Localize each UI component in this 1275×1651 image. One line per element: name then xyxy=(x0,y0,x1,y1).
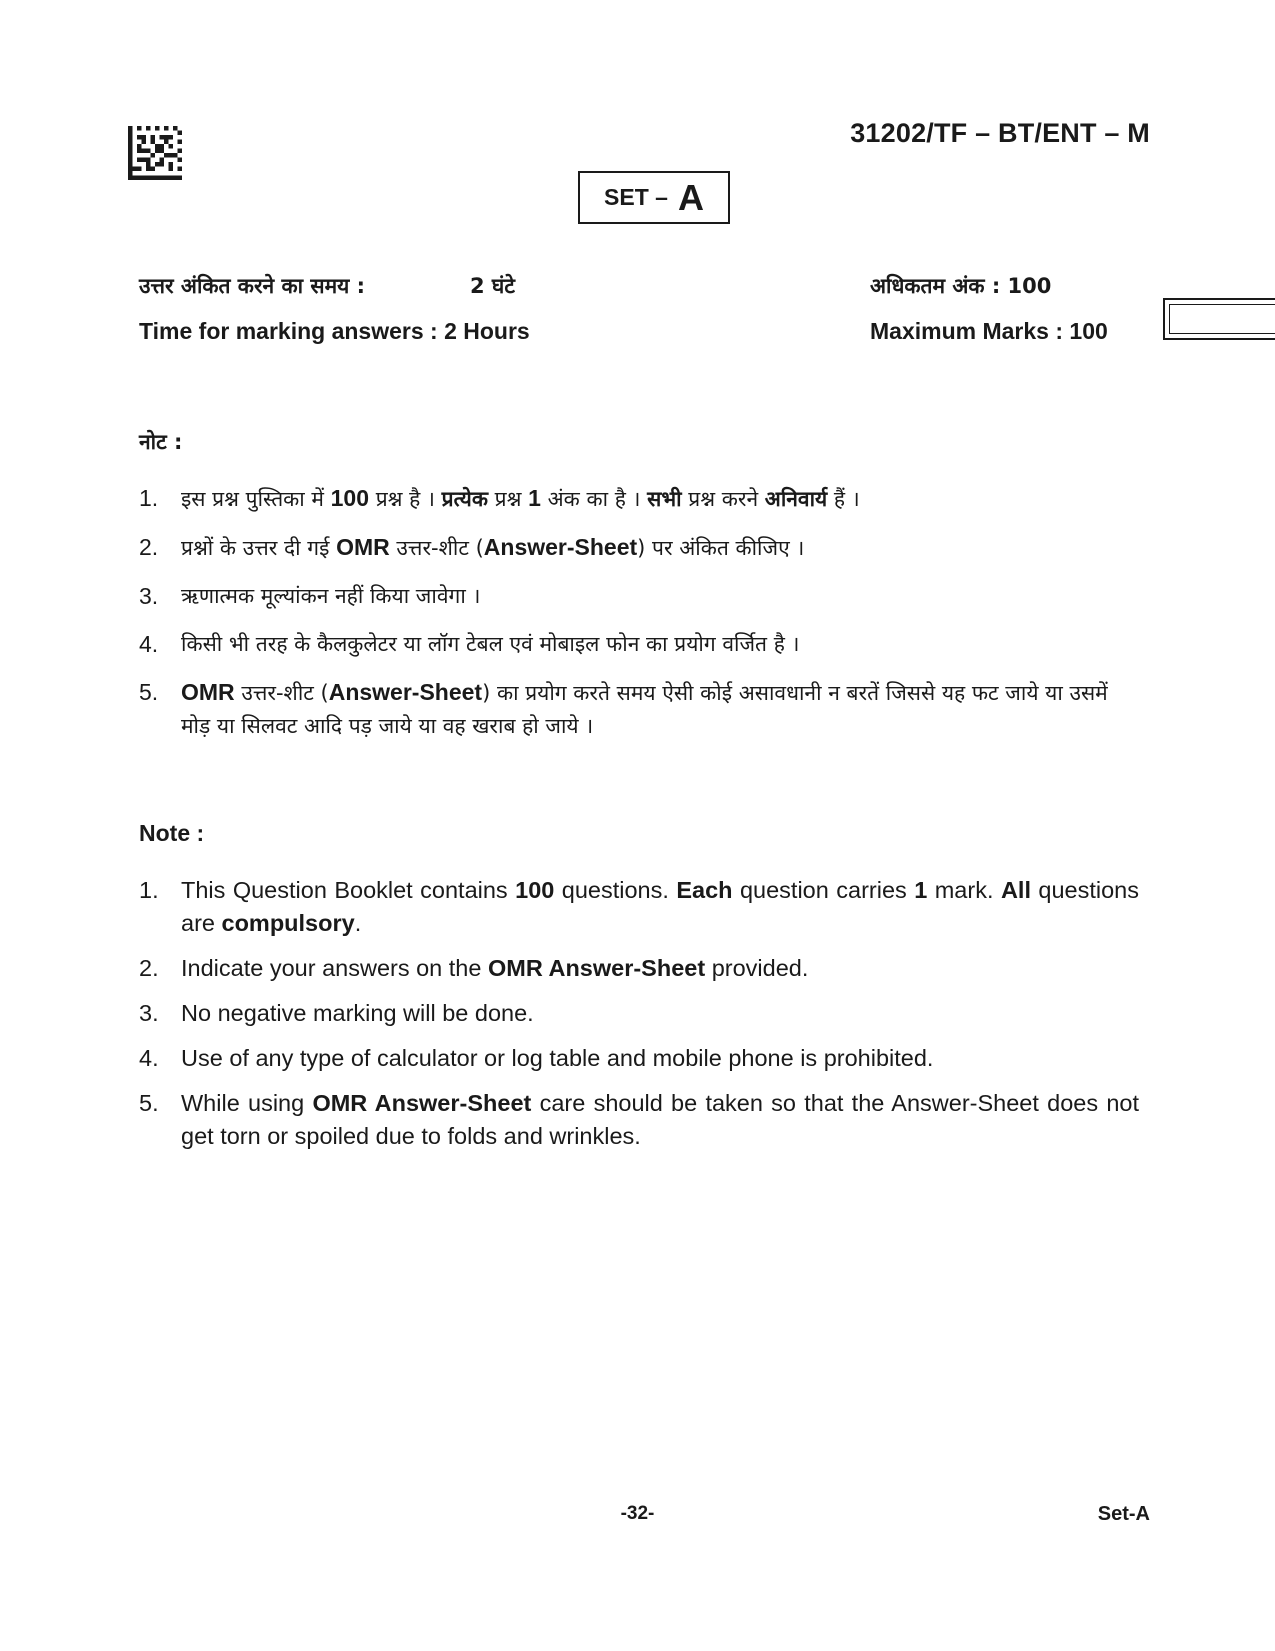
list-item: 3. ऋणात्मक मूल्यांकन नहीं किया जावेगा । xyxy=(139,583,481,609)
max-marks-english: Maximum Marks : 100 xyxy=(870,318,1108,344)
list-item: 4. Use of any type of calculator or log table and mobile phone is prohibited. xyxy=(139,1045,934,1071)
list-item: 2. Indicate your answers on the OMR Answer-Sheet provided. xyxy=(139,955,809,981)
note-title-hindi: नोट : xyxy=(139,430,183,454)
set-value: A xyxy=(677,176,704,218)
list-item: 1. This Question Booklet contains 100 questions. Each question carries 1 mark. All questions are compulsory. xyxy=(139,877,1140,936)
time-english: Time for marking answers : 2 Hours xyxy=(139,318,530,344)
qr-code-icon xyxy=(128,126,182,180)
side-border-box xyxy=(1163,298,1275,340)
set-label: SET – xyxy=(604,184,668,210)
footer-set-label: Set-A xyxy=(1097,1503,1150,1525)
list-item: 5. OMR उत्तर-शीट (Answer-Sheet) का प्रयोग करते समय ऐसी कोई असावधानी न बरतें जिससे यह फट जाये या उसमें मोड़ या सिलवट आदि पड़ जाये या वह खराब हो जाये । xyxy=(139,679,1108,738)
list-item: 5. While using OMR Answer-Sheet care should be taken so that the Answer-Sheet does not get torn or spoiled due to folds and wrinkles. xyxy=(139,1090,1140,1149)
list-item: 2. प्रश्नों के उत्तर दी गई OMR उत्तर-शीट (Answer-Sheet) पर अंकित कीजिए । xyxy=(139,534,805,560)
note-list-english xyxy=(139,874,1139,1165)
list-item: 1. इस प्रश्न पुस्तिका में 100 प्रश्न है । प्रत्येक प्रश्न 1 अंक का है । सभी प्रश्न करने अनिवार्य हैं । xyxy=(139,485,860,511)
note-list-hindi xyxy=(139,482,1139,758)
max-marks-hindi: अधिकतम अंक : 100 xyxy=(870,274,1052,298)
page-number: -32- xyxy=(620,1503,655,1524)
list-item: 4. किसी भी तरह के कैलकुलेटर या लॉग टेबल एवं मोबाइल फोन का प्रयोग वर्जित है । xyxy=(139,631,800,657)
paper-code: 31202/TF – BT/ENT – M xyxy=(850,118,1150,148)
time-label-hindi: उत्तर अंकित करने का समय : xyxy=(139,274,366,298)
note-title-english: Note : xyxy=(139,820,205,846)
list-item: 3. No negative marking will be done. xyxy=(139,1000,534,1026)
time-value-hindi: 2 घंटे xyxy=(470,274,515,298)
set-box xyxy=(578,171,730,224)
